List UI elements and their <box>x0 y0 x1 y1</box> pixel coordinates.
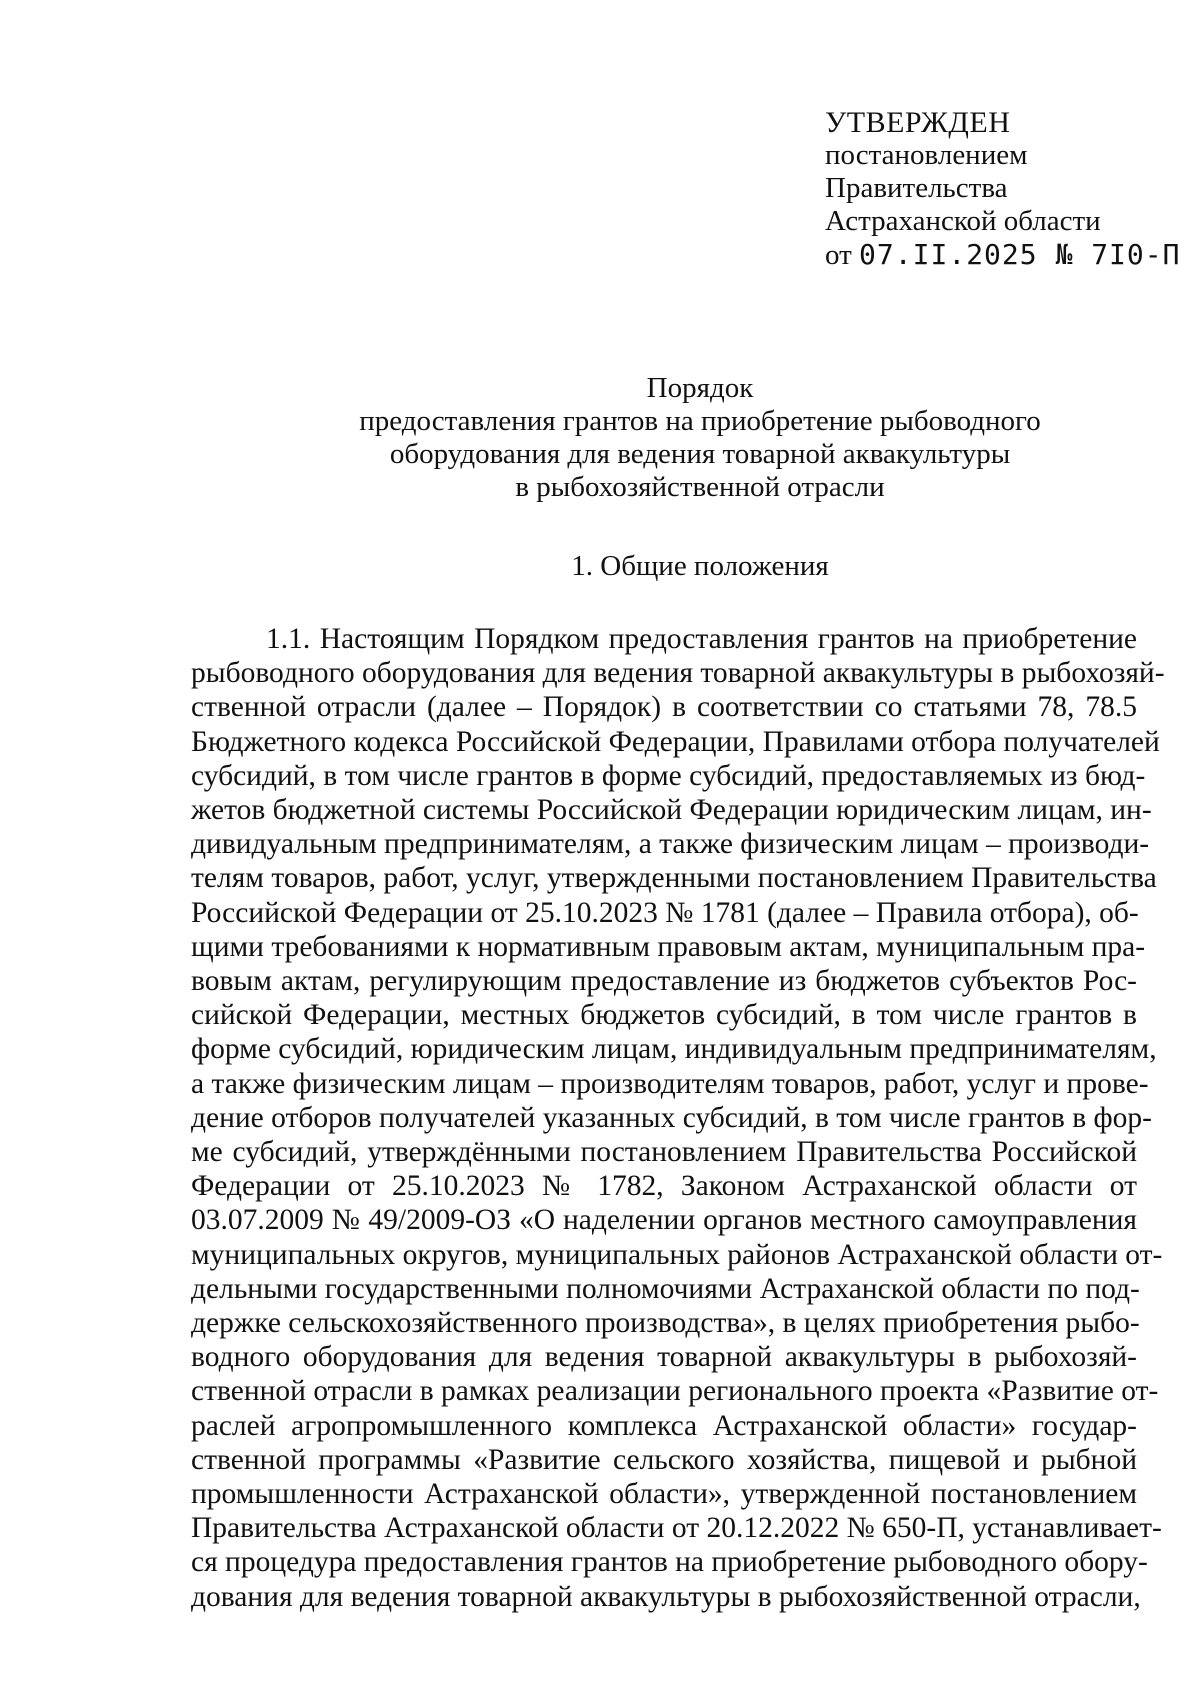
approval-line: Астраханской области <box>825 205 1101 237</box>
document-title <box>300 372 1100 504</box>
body-line: раслей агропромышленного комплекса Астраханской области» государ- <box>191 1409 1137 1442</box>
body-line: Российской Федерации от 25.10.2023 № 1781 (далее – Правила отбора), об- <box>191 896 1139 929</box>
body-line: муниципальных округов, муниципальных районов Астраханской области от- <box>191 1238 1163 1271</box>
body-line: ме субсидий, утверждёнными постановлением Правительства Российской <box>191 1136 1137 1169</box>
title-line: Порядок <box>646 372 754 404</box>
resolution-date-line <box>825 238 1180 272</box>
body-line: жетов бюджетной системы Российской Федерации юридическим лицам, ин- <box>191 794 1152 827</box>
title-line: предоставления грантов на приобретение рыбоводного <box>359 405 1041 437</box>
body-line: вовым актам, регулирующим предоставление из бюджетов субъектов Рос- <box>191 965 1137 998</box>
body-line: ся процедура предоставления грантов на приобретение рыбоводного обору- <box>191 1546 1148 1579</box>
body-line: телям товаров, работ, услуг, утвержденными постановлением Правительства <box>191 862 1157 895</box>
body-line: а также физическим лицам – производителям товаров, работ, услуг и прове- <box>191 1067 1149 1100</box>
body-line: держке сельскохозяйственного производства», в целях приобретения рыбо- <box>191 1307 1140 1340</box>
body-line: субсидий, в том числе грантов в форме субсидий, предоставляемых из бюд- <box>191 759 1146 792</box>
body-line: дования для ведения товарной аквакультуры в рыбохозяйственной отрасли, <box>191 1580 1141 1613</box>
body-line: 1.1. Настоящим Порядком предоставления грантов на приобретение <box>266 623 1137 655</box>
resolution-date-number: 07.II.2025 № 7I0-П <box>859 238 1181 271</box>
approval-block <box>825 106 1180 272</box>
body-line: Федерации от 25.10.2023 № 1782, Законом Астраханской области от <box>191 1170 1137 1203</box>
body-line: ственной отрасли (далее – Порядок) в соответствии со статьями 78, 78.5 <box>191 691 1137 724</box>
body-line: Бюджетного кодекса Российской Федерации, Правилами отбора получателей <box>191 725 1160 758</box>
body-line: форме субсидий, юридическим лицам, индивидуальным предпринимателям, <box>191 1033 1157 1066</box>
body-paragraph <box>191 622 1165 1614</box>
section-heading: 1. Общие положения <box>571 550 829 582</box>
approval-line: Правительства <box>825 172 1008 204</box>
body-line: 03.07.2009 № 49/2009-ОЗ «О наделении органов местного самоуправления <box>191 1204 1137 1237</box>
title-line: в рыбохозяйственной отрасли <box>515 471 885 503</box>
body-line: ственной отрасли в рамках реализации регионального проекта «Развитие от- <box>191 1375 1159 1408</box>
body-line: водного оборудования для ведения товарной аквакультуры в рыбохозяй- <box>191 1341 1137 1374</box>
body-line: ственной программы «Развитие сельского хозяйства, пищевой и рыбной <box>191 1443 1137 1476</box>
body-line: дельными государственными полномочиями Астраханской области по под- <box>191 1272 1140 1305</box>
title-line: оборудования для ведения товарной аквакультуры <box>389 438 1011 470</box>
approval-heading: УТВЕРЖДЕН <box>825 106 1011 139</box>
body-line: рыбоводного оборудования для ведения товарной аквакультуры в рыбохозяй- <box>191 657 1165 690</box>
approval-line: постановлением <box>825 139 1028 171</box>
body-line: сийской Федерации, местных бюджетов субсидий, в том числе грантов в <box>191 999 1137 1032</box>
body-line: дение отборов получателей указанных субсидий, в том числе грантов в фор- <box>191 1101 1152 1134</box>
body-line: щими требованиями к нормативным правовым актам, муниципальным пра- <box>191 930 1146 963</box>
body-line: Правительства Астраханской области от 20.12.2022 № 650-П, устанавливает- <box>191 1512 1162 1545</box>
date-prefix: от <box>825 239 852 271</box>
body-line: дивидуальным предпринимателям, а также физическим лицам – производи- <box>191 828 1150 861</box>
body-line: промышленности Астраханской области», утвержденной постановлением <box>191 1478 1137 1511</box>
